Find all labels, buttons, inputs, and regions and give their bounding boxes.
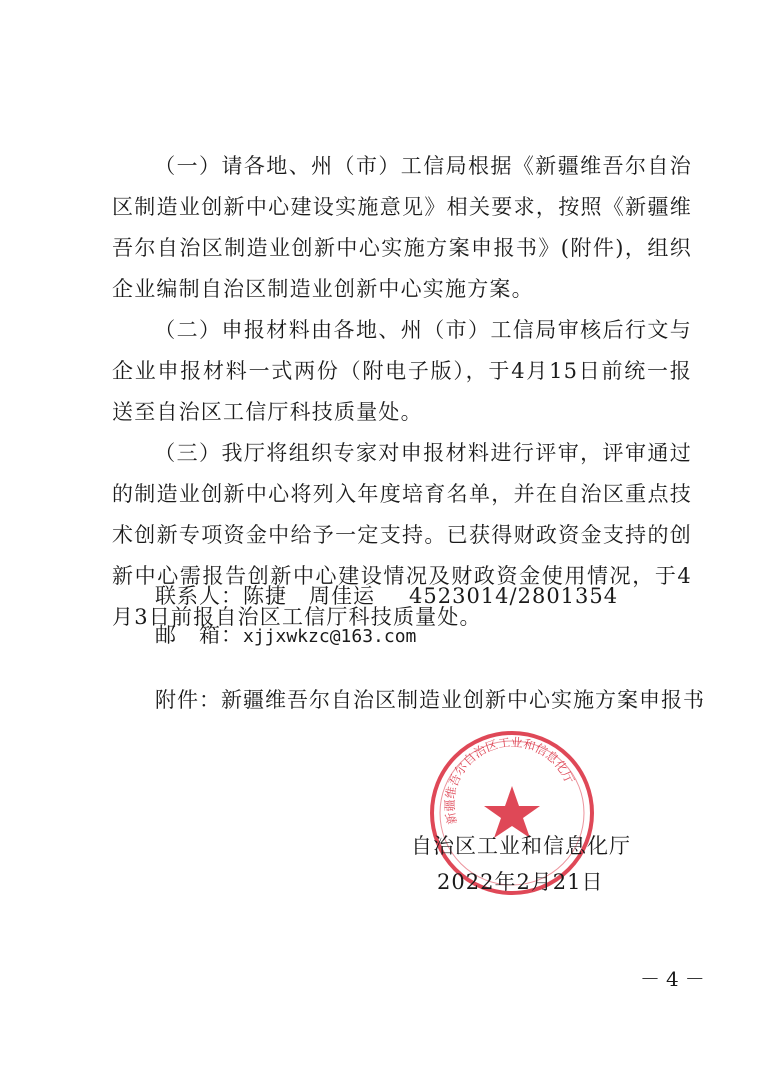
signature-date: 2022年2月21日 xyxy=(437,870,604,894)
email-label: 邮 箱： xyxy=(155,623,243,647)
page-number: －4－ xyxy=(640,967,711,991)
paragraph-1 xyxy=(112,146,692,310)
email-line xyxy=(155,620,416,652)
paragraph-1-text: （一）请各地、州（市）工信局根据《新疆维吾尔自治区制造业创新中心建设实施意见》相关要求，按照《新疆维吾尔自治区制造业创新中心实施方案申报书》(附件)，组织企业编制自治区制造业创新中心实施方案。 xyxy=(112,154,692,301)
signature-org: 自治区工业和信息化厅 xyxy=(411,834,631,858)
seal-text: 新疆维吾尔自治区工业和信息化厅 xyxy=(442,735,577,826)
attachment-text: 附件：新疆维吾尔自治区制造业创新中心实施方案申报书 xyxy=(155,688,705,712)
attachment-line xyxy=(155,685,705,715)
email-value: xjjxwkzc@163.com xyxy=(243,626,417,647)
paragraph-3-text: （三）我厅将组织专家对申报材料进行评审，评审通过的制造业创新中心将列入年度培育名单，并在自治区重点技术创新专项资金中给予一定支持。已获得财政资金支持的创新中心需报告创新中心建设情况及财政资金使用情况，于4月3日前报自治区工信厅科技质量处。 xyxy=(112,441,692,629)
paragraph-2 xyxy=(112,310,692,433)
contact-phone: 4523014/2801354 xyxy=(409,584,619,608)
paragraph-2-text: （二）申报材料由各地、州（市）工信局审核后行文与企业申报材料一式两份（附电子版），于4月15日前统一报送至自治区工信厅科技质量处。 xyxy=(112,318,692,424)
contact-line xyxy=(155,581,618,611)
contact-names: 陈捷 周佳运 xyxy=(243,584,375,608)
contact-label: 联系人： xyxy=(155,584,243,608)
